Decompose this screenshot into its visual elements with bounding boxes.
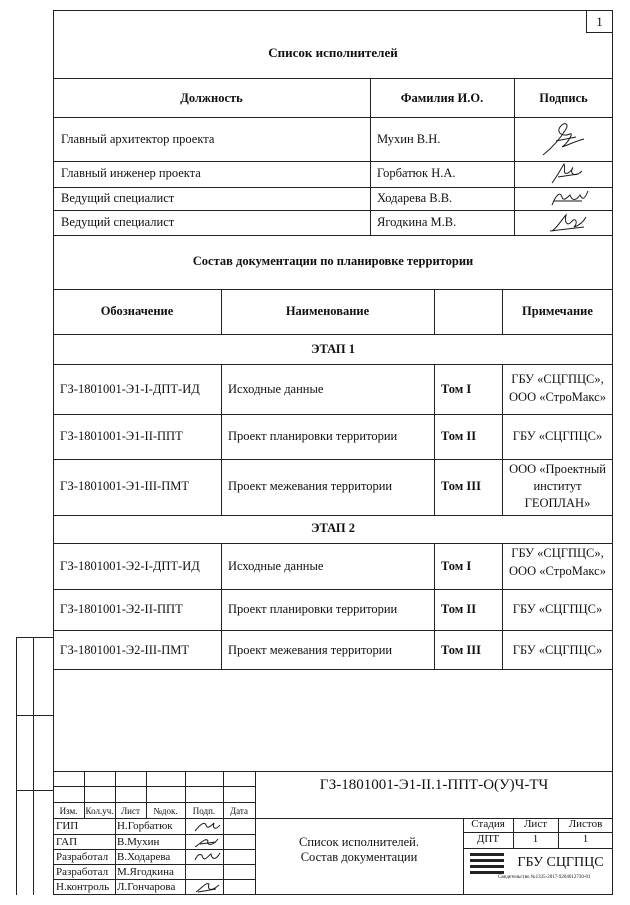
signature-image <box>548 161 588 187</box>
stamp-line <box>53 864 255 865</box>
grid-line <box>434 289 435 334</box>
document-code: ГЗ-1801001-Э1-II.1-ППТ-О(У)Ч-ТЧ <box>319 777 549 793</box>
doc-note: ООО «СтроМакс» <box>509 390 606 404</box>
staff-role: ГИП <box>56 820 79 832</box>
stamp-line <box>223 771 224 895</box>
header-doc-name: Наименование <box>285 304 370 318</box>
binding-line <box>16 637 53 638</box>
header-note: Примечание <box>522 304 593 318</box>
page-number: 1 <box>596 14 603 29</box>
document-title: Состав документации <box>300 850 418 864</box>
stamp-line <box>53 849 255 850</box>
stamp-line <box>53 771 613 772</box>
stamp-line <box>115 771 116 895</box>
executor-name: Горбатюк Н.А. <box>377 166 456 180</box>
stage-value: ДПТ <box>476 833 500 845</box>
executor-position: Главный архитектор проекта <box>61 132 215 146</box>
header-position: Должность <box>180 91 243 105</box>
grid-line <box>434 543 435 669</box>
doc-note: ГБУ «СЦГПЦС» <box>512 429 603 443</box>
doc-note: ГЕОПЛАН» <box>524 496 591 510</box>
executor-name: Ягодкина М.В. <box>377 215 457 229</box>
sheets-header: Листов <box>568 818 603 830</box>
staff-role: Разработал <box>56 866 109 878</box>
staff-name: М.Ягодкина <box>117 866 174 878</box>
document-title: Список исполнителей. <box>299 835 419 849</box>
grid-line <box>53 235 613 236</box>
grid-line <box>53 669 613 670</box>
doc-code: ГЗ-1801001-Э1-III-ПМТ <box>60 479 189 493</box>
binding-line <box>16 790 53 791</box>
doc-name: Проект планировки территории <box>228 429 398 443</box>
executor-name: Ходарева В.В. <box>377 191 453 205</box>
certificate-number: Свидетельство №1335-2017-9204012730-01 <box>498 875 591 880</box>
staff-name: В.Ходарева <box>117 851 171 863</box>
sheet-value: 1 <box>532 833 539 845</box>
staff-name: Л.Гончарова <box>117 881 176 893</box>
doc-note: институт <box>533 479 582 493</box>
grid-line <box>53 459 613 460</box>
executor-position: Ведущий специалист <box>61 215 175 229</box>
sheets-value: 1 <box>582 833 589 845</box>
doc-note: ООО «Проектный <box>509 462 606 476</box>
binding-line <box>33 637 34 895</box>
doc-note: ГБУ «СЦГПЦС», <box>511 546 604 560</box>
staff-name: Н.Горбатюк <box>117 820 173 832</box>
staff-name: В.Мухин <box>117 836 160 848</box>
doc-name: Проект межевания территории <box>228 643 393 657</box>
doc-code: ГЗ-1801001-Э2-I-ДПТ-ИД <box>60 559 200 573</box>
doc-name: Проект планировки территории <box>228 602 398 616</box>
col-header: №док. <box>153 806 178 816</box>
staff-role: Н.контроль <box>56 881 110 893</box>
signature-image <box>192 880 222 894</box>
staff-role: ГАП <box>56 836 78 848</box>
header-name: Фамилия И.О. <box>400 91 484 105</box>
executor-position: Главный инженер проекта <box>61 166 201 180</box>
grid-line <box>53 630 613 631</box>
stamp-line <box>53 879 255 880</box>
doc-name: Исходные данные <box>228 559 324 573</box>
sheet-header: Лист <box>523 818 548 830</box>
documentation-title: Состав документации по планировке территории <box>192 254 474 268</box>
doc-code: ГЗ-1801001-Э1-II-ППТ <box>60 429 183 443</box>
doc-volume: Том III <box>441 643 482 657</box>
staff-role: Разработал <box>56 851 109 863</box>
grid-line <box>53 210 613 211</box>
grid-line <box>221 543 222 669</box>
binding-line <box>16 715 53 716</box>
grid-line <box>53 187 613 188</box>
header-designation: Обозначение <box>100 304 174 318</box>
organization-name: ГБУ СЦГПЦС <box>517 855 604 870</box>
grid-line <box>53 161 613 162</box>
doc-code: ГЗ-1801001-Э2-II-ППТ <box>60 602 183 616</box>
binding-line <box>16 637 17 895</box>
col-header: Подп. <box>192 806 216 816</box>
grid-line <box>53 364 613 365</box>
grid-line <box>53 414 613 415</box>
stage-label: ЭТАП 1 <box>310 342 355 356</box>
doc-volume: Том II <box>441 602 477 616</box>
doc-code: ГЗ-1801001-Э1-I-ДПТ-ИД <box>60 382 200 396</box>
grid-line <box>53 589 613 590</box>
grid-line <box>53 78 613 79</box>
grid-line <box>53 515 613 516</box>
grid-line <box>53 543 613 544</box>
logo-icon <box>468 851 508 877</box>
doc-name: Проект межевания территории <box>228 479 393 493</box>
col-header: Кол.уч. <box>85 806 114 816</box>
stamp-line <box>185 771 186 895</box>
doc-volume: Том I <box>441 559 472 573</box>
signature-image <box>548 187 590 211</box>
executors-title: Список исполнителей <box>268 45 398 60</box>
stage-header: Стадия <box>471 818 505 830</box>
signature-image <box>192 819 222 833</box>
col-header: Изм. <box>59 806 78 816</box>
signature-image <box>192 850 222 864</box>
grid-line <box>53 334 613 335</box>
executor-position: Ведущий специалист <box>61 191 175 205</box>
doc-note: ГБУ «СЦГПЦС» <box>512 643 603 657</box>
doc-note: ГБУ «СЦГПЦС» <box>512 602 603 616</box>
grid-line <box>221 364 222 515</box>
doc-volume: Том III <box>441 479 482 493</box>
stage-label: ЭТАП 2 <box>310 521 355 535</box>
doc-note: ООО «СтроМакс» <box>509 564 606 578</box>
signature-image <box>548 211 588 235</box>
header-signature: Подпись <box>539 91 588 105</box>
executor-name: Мухин В.Н. <box>377 132 441 146</box>
signature-image <box>538 117 588 159</box>
signature-image <box>192 835 222 849</box>
doc-name: Исходные данные <box>228 382 324 396</box>
doc-note: ГБУ «СЦГПЦС», <box>511 372 604 386</box>
grid-line <box>53 289 613 290</box>
col-header: Дата <box>230 806 248 816</box>
stamp-line <box>53 834 255 835</box>
doc-volume: Том II <box>441 429 477 443</box>
doc-volume: Том I <box>441 382 472 396</box>
stamp-line <box>463 848 613 849</box>
doc-code: ГЗ-1801001-Э2-III-ПМТ <box>60 643 189 657</box>
col-header: Лист <box>121 806 140 816</box>
grid-line <box>53 117 613 118</box>
grid-line <box>434 364 435 515</box>
